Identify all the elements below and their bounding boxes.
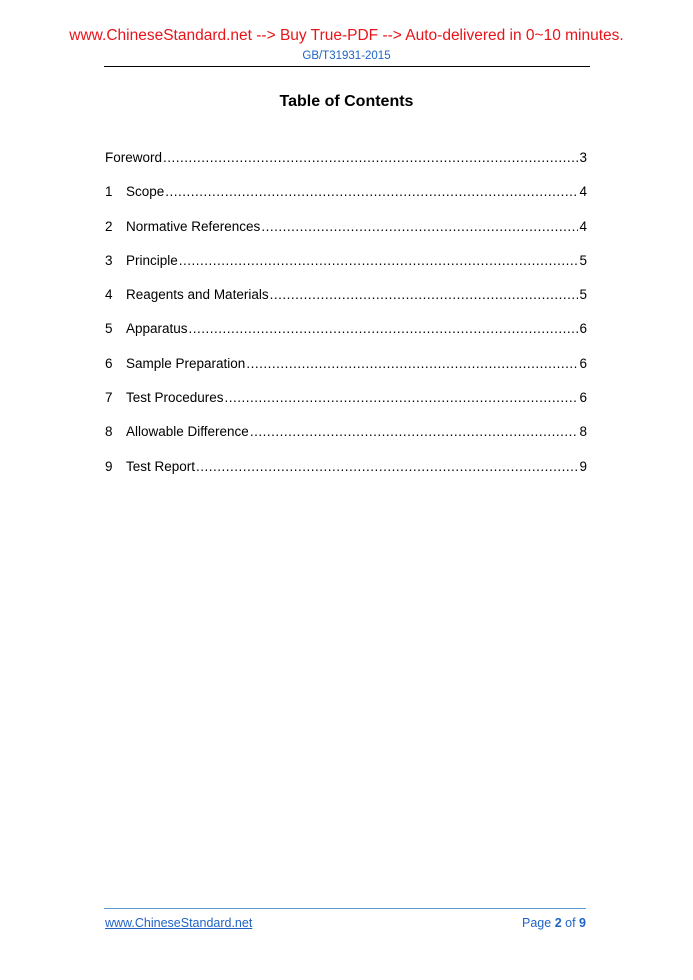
toc-entry-label: Normative References <box>126 218 261 234</box>
toc-entry-sample-preparation[interactable] <box>105 356 587 390</box>
toc-leader-dots <box>196 459 578 474</box>
toc-entry-reagents-and-materials[interactable] <box>105 287 587 321</box>
total-pages: 9 <box>579 916 586 930</box>
toc-entry-number: 5 <box>105 321 113 337</box>
toc-entry-label: Sample Preparation <box>126 355 246 371</box>
toc-entry-label: Principle <box>126 252 178 268</box>
toc-entry-number: 7 <box>105 390 113 406</box>
footer-divider <box>104 908 586 909</box>
toc-entry-test-procedures[interactable] <box>105 390 587 424</box>
page-of: of <box>565 916 576 930</box>
toc-entry-page: 4 <box>579 218 587 234</box>
toc-entry-allowable-difference[interactable] <box>105 424 587 458</box>
toc-entry-number: 9 <box>105 458 113 474</box>
toc-entry-page: 6 <box>579 355 587 371</box>
toc-entry-page: 5 <box>579 287 587 303</box>
current-page: 2 <box>554 916 562 930</box>
toc-title: Table of Contents <box>279 93 414 110</box>
toc-entry-label: Reagents and Materials <box>126 287 269 303</box>
toc-entry-apparatus[interactable] <box>105 321 587 355</box>
toc-entry-test-report[interactable] <box>105 459 587 493</box>
toc-leader-dots <box>179 253 579 268</box>
toc-entry-page: 3 <box>579 150 587 165</box>
toc-leader-dots <box>225 390 579 405</box>
toc-entry-number: 6 <box>105 355 113 371</box>
footer-site-link[interactable]: www.ChineseStandard.net <box>105 916 253 930</box>
toc-entry-label: Test Report <box>126 458 196 474</box>
toc-leader-dots <box>189 321 579 336</box>
toc-entry-label: Foreword <box>105 150 163 165</box>
toc-entry-number: 2 <box>105 218 113 234</box>
toc-entry-page: 9 <box>579 458 587 474</box>
toc-entry-number: 4 <box>105 287 113 303</box>
toc-leader-dots <box>270 287 579 302</box>
toc-entry-page: 8 <box>579 424 587 440</box>
toc-entry-label: Apparatus <box>126 321 188 337</box>
toc-leader-dots <box>246 356 578 371</box>
toc-entry-scope[interactable] <box>105 184 587 218</box>
toc-entry-label: Allowable Difference <box>126 424 249 440</box>
toc-entry-foreword[interactable] <box>105 150 587 184</box>
purchase-banner[interactable]: www.ChineseStandard.net --> Buy True-PDF --> Auto-delivered in 0~10 minutes. <box>69 27 624 44</box>
header-divider <box>104 66 590 67</box>
toc-entry-number: 3 <box>105 252 113 268</box>
toc-entry-number: 1 <box>105 184 113 200</box>
toc-leader-dots <box>261 219 578 234</box>
table-of-contents <box>105 150 587 493</box>
toc-entry-label: Test Procedures <box>126 390 224 406</box>
toc-leader-dots <box>163 150 578 165</box>
toc-entry-label: Scope <box>126 184 165 200</box>
toc-entry-normative-references[interactable] <box>105 219 587 253</box>
document-code: GB/T31931-2015 <box>302 50 391 62</box>
page-indicator <box>522 916 586 930</box>
toc-entry-page: 6 <box>579 321 587 337</box>
toc-entry-principle[interactable] <box>105 253 587 287</box>
toc-entry-number: 8 <box>105 424 113 440</box>
toc-leader-dots <box>250 424 579 439</box>
toc-entry-page: 5 <box>579 252 587 268</box>
toc-leader-dots <box>165 184 578 199</box>
toc-entry-page: 6 <box>579 390 587 406</box>
toc-entry-page: 4 <box>579 184 587 200</box>
page-prefix: Page <box>522 916 552 930</box>
